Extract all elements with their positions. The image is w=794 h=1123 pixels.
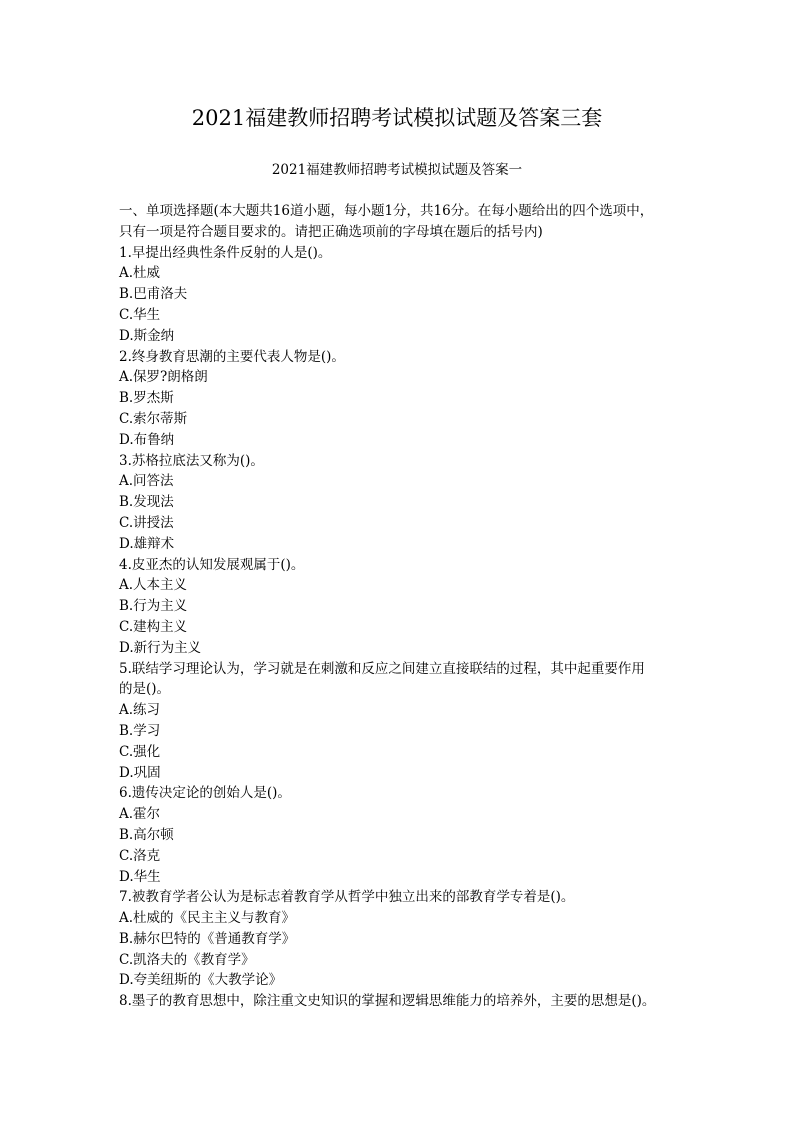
answer-option: D.夸美纽斯的《大教学论》	[119, 972, 283, 989]
answer-option: A.霍尔	[119, 806, 161, 823]
section-heading-line-2: 只有一项是符合题目要求的。请把正确选项前的字母填在题后的括号内)	[119, 223, 543, 240]
answer-option: A.杜威的《民主主义与教育》	[119, 910, 296, 927]
answer-option: C.讲授法	[119, 514, 174, 531]
document-title: 2021福建教师招聘考试模拟试题及答案三套	[191, 106, 603, 130]
answer-option: A.练习	[119, 702, 161, 719]
answer-option: D.斯金纳	[119, 327, 175, 344]
section-heading-line-1: 一、单项选择题(本大题共16道小题，每小题1分，共16分。在每小题给出的四个选项中，	[119, 203, 654, 219]
answer-option: C.凯洛夫的《教育学》	[119, 951, 255, 968]
answer-option: B.罗杰斯	[119, 390, 174, 407]
answer-option: B.发现法	[119, 494, 174, 511]
document-subtitle: 2021福建教师招聘考试模拟试题及答案一	[271, 162, 523, 178]
answer-option: D.巩固	[119, 764, 161, 781]
answer-option: A.杜威	[119, 265, 161, 282]
question-stem: 3.苏格拉底法又称为()。	[119, 452, 264, 469]
question-stem: 7.被教育学者公认为是标志着教育学从哲学中独立出来的部教育学专着是()。	[119, 889, 575, 906]
answer-option: C.索尔蒂斯	[119, 410, 188, 427]
answer-option: B.巴甫洛夫	[119, 286, 188, 303]
question-stem-continuation: 的是()。	[119, 681, 171, 698]
question-stem: 6.遗传决定论的创始人是()。	[119, 785, 291, 802]
answer-option: A.问答法	[119, 473, 174, 490]
answer-option: D.雄辩术	[119, 535, 175, 552]
answer-option: D.布鲁纳	[119, 431, 175, 448]
question-stem: 8.墨子的教育思想中，除注重文史知识的掌握和逻辑思维能力的培养外，主要的思想是()。	[119, 993, 656, 1010]
answer-option: B.赫尔巴特的《普通教育学》	[119, 930, 296, 947]
answer-option: D.新行为主义	[119, 639, 202, 656]
answer-option: C.强化	[119, 743, 161, 760]
question-stem: 4.皮亚杰的认知发展观属于()。	[119, 556, 305, 573]
answer-option: B.行为主义	[119, 598, 188, 615]
exam-body	[119, 201, 689, 1012]
question-stem: 2.终身教育思潮的主要代表人物是()。	[119, 348, 345, 365]
answer-option: A.保罗?朗格朗	[119, 369, 208, 386]
question-stem: 1.早提出经典性条件反射的人是()。	[119, 244, 332, 261]
answer-option: D.华生	[119, 868, 161, 885]
answer-option: C.建构主义	[119, 618, 188, 635]
question-stem: 5.联结学习理论认为，学习就是在刺激和反应之间建立直接联结的过程，其中起重要作用	[119, 660, 645, 677]
answer-option: B.学习	[119, 722, 161, 739]
answer-option: A.人本主义	[119, 577, 188, 594]
answer-option: C.洛克	[119, 847, 161, 864]
answer-option: B.高尔顿	[119, 826, 174, 843]
answer-option: C.华生	[119, 306, 161, 323]
